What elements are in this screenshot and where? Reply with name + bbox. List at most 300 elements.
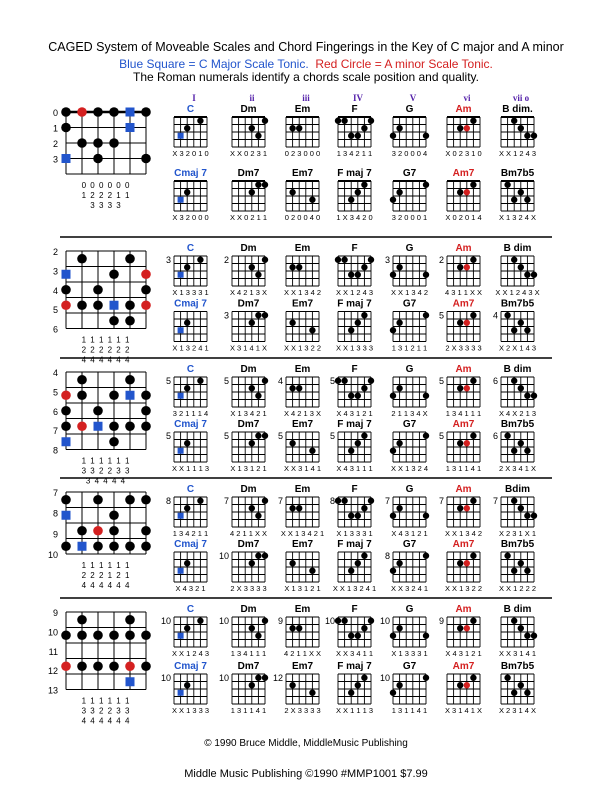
finger-dot xyxy=(355,633,361,639)
chord-fingering: X X 3 1 4 1 xyxy=(283,464,322,473)
a-minor-tonic-marker xyxy=(61,300,71,310)
finger-dot xyxy=(518,385,524,391)
c-major-tonic-marker xyxy=(178,197,184,203)
scale-fingering-row: 3 3 3 3 xyxy=(90,201,122,210)
chord-diagram xyxy=(493,419,536,473)
chord-fingering: X 4 3 1 2 1 xyxy=(445,649,482,658)
scale-note-dot xyxy=(125,254,135,264)
scale-note-dot xyxy=(125,630,135,640)
finger-dot xyxy=(457,440,463,446)
finger-dot xyxy=(184,189,190,195)
chord-fingering: X 3 2 0 1 0 xyxy=(172,149,209,158)
finger-dot xyxy=(524,690,530,696)
chord-fret-number: 4 xyxy=(277,375,283,386)
c-major-tonic-marker xyxy=(178,133,184,139)
chord-fingering: X X 1 3 4 2 xyxy=(390,288,429,297)
finger-dot xyxy=(511,448,517,454)
chord-name: C xyxy=(186,104,195,115)
scale-note-dot xyxy=(141,541,151,551)
finger-dot xyxy=(355,440,361,446)
a-minor-tonic-marker xyxy=(77,107,87,117)
chord-name: Em xyxy=(294,604,311,615)
finger-dot xyxy=(335,378,341,384)
chord-diagram xyxy=(166,243,209,297)
chord-fret-number: 7 xyxy=(438,495,444,506)
finger-dot xyxy=(249,125,255,131)
chord-diagram xyxy=(219,604,268,658)
chord-diagram xyxy=(445,168,481,222)
scale-fingering-row: 2 2 2 2 2 2 xyxy=(81,345,131,355)
finger-dot xyxy=(197,118,203,124)
chord-fingering: 1 3 1 1 4 1 xyxy=(391,706,428,715)
finger-dot xyxy=(184,320,190,326)
finger-dot xyxy=(289,625,295,631)
c-major-tonic-marker xyxy=(62,437,71,446)
finger-dot xyxy=(262,618,268,624)
finger-dot xyxy=(457,625,463,631)
a-minor-tonic-marker xyxy=(61,390,71,400)
finger-dot xyxy=(361,312,367,318)
chord-diagram xyxy=(445,539,482,593)
chord-fret-number: 5 xyxy=(438,375,444,386)
page-subtitle: The Roman numerals identify a chords scale position and quality. xyxy=(133,70,479,84)
chord-name: G xyxy=(405,604,414,615)
finger-dot xyxy=(511,498,517,504)
scale-degree-numeral: ii xyxy=(249,93,255,103)
chord-fingering: X 4 3 1 2 1 xyxy=(336,409,373,418)
chord-name: Am xyxy=(455,604,472,615)
finger-dot xyxy=(524,513,530,519)
chord-fret-number: 6 xyxy=(492,375,498,386)
finger-dot xyxy=(470,618,476,624)
scale-fret-number: 4 xyxy=(52,368,58,378)
chord-diagram xyxy=(439,299,482,353)
chord-name: Dm7 xyxy=(237,298,260,310)
chord-diagram xyxy=(284,243,321,297)
finger-dot xyxy=(457,320,463,326)
finger-dot xyxy=(348,327,354,333)
chord-fret-number: 12 xyxy=(272,672,283,683)
chord-name: F maj 7 xyxy=(337,661,372,672)
chord-diagram xyxy=(166,419,209,473)
chord-name: G7 xyxy=(402,539,417,550)
chord-fingering: 2 X 3 4 1 X xyxy=(498,464,537,473)
chord-diagram xyxy=(445,661,482,715)
chord-diagram xyxy=(439,484,482,538)
chord-fingering: 4 3 1 1 X X xyxy=(444,288,483,297)
finger-dot xyxy=(289,189,295,195)
finger-dot xyxy=(355,682,361,688)
chord-name: Em xyxy=(294,484,311,495)
chord-fret-number: 5 xyxy=(329,375,335,386)
chord-fret-number: 7 xyxy=(277,495,283,506)
a-minor-tonic-marker xyxy=(77,421,87,431)
finger-dot xyxy=(262,675,268,681)
finger-dot xyxy=(518,440,524,446)
chord-diagram xyxy=(439,604,482,658)
chord-name: Bm7b5 xyxy=(500,661,535,672)
finger-dot xyxy=(296,625,302,631)
chord-diagram xyxy=(285,104,320,158)
chord-fingering: X 1 3 4 2 1 xyxy=(230,409,267,418)
finger-dot xyxy=(296,125,302,131)
scale-fret-number: 2 xyxy=(52,247,58,257)
c-major-tonic-marker xyxy=(62,270,71,279)
finger-dot xyxy=(396,320,402,326)
finger-dot xyxy=(184,682,190,688)
chord-fingering: X X 1 2 2 2 xyxy=(498,584,537,593)
finger-dot xyxy=(184,264,190,270)
finger-dot xyxy=(511,118,517,124)
scale-fret-number: 5 xyxy=(52,305,58,316)
finger-dot xyxy=(470,378,476,384)
finger-dot xyxy=(249,440,255,446)
finger-dot xyxy=(531,133,537,139)
scale-note-dot xyxy=(77,661,87,671)
a-minor-tonic-marker xyxy=(464,189,470,195)
scale-note-dot xyxy=(125,495,135,505)
finger-dot xyxy=(289,385,295,391)
chord-fingering: X X 3 2 4 1 xyxy=(390,584,429,593)
scale-note-dot xyxy=(109,661,119,671)
scale-fingering-row: 4 4 4 4 4 4 xyxy=(81,581,131,590)
chord-fret-number: 3 xyxy=(384,254,390,265)
c-major-tonic-marker xyxy=(178,272,184,278)
chord-name: G7 xyxy=(402,419,417,430)
chord-name: Em xyxy=(294,243,311,254)
chord-diagram xyxy=(219,661,268,715)
chord-name: Dm xyxy=(240,243,257,254)
finger-dot xyxy=(423,675,429,681)
chord-name: Em7 xyxy=(291,539,314,550)
finger-dot xyxy=(368,257,374,263)
chord-fingering: 1 3 4 2 1 1 xyxy=(336,149,373,158)
finger-dot xyxy=(289,264,295,270)
finger-dot xyxy=(289,125,295,131)
chord-diagram xyxy=(166,484,208,538)
chord-name: Bdim xyxy=(505,484,530,495)
chord-fret-number: 8 xyxy=(165,495,171,506)
finger-dot xyxy=(524,633,530,639)
scale-fingering-row: 1 1 1 1 1 1 xyxy=(81,561,131,570)
finger-dot xyxy=(361,125,367,131)
finger-dot xyxy=(255,513,261,519)
chord-name: Em7 xyxy=(291,661,314,672)
scale-note-dot xyxy=(141,406,151,416)
scale-fingering-row: 1 1 1 1 1 1 xyxy=(81,335,131,345)
chord-diagram xyxy=(278,364,321,418)
finger-dot xyxy=(457,264,463,270)
chord-diagram xyxy=(336,661,373,715)
chord-name: Cmaj 7 xyxy=(174,168,207,179)
chord-diagram xyxy=(499,168,536,222)
chord-diagram xyxy=(224,243,268,297)
finger-dot xyxy=(524,197,530,203)
chord-fingering: X 1 3 3 3 1 xyxy=(391,649,428,658)
chord-diagram xyxy=(278,419,321,473)
scale-note-dot xyxy=(141,661,151,671)
c-major-tonic-marker xyxy=(126,123,135,132)
finger-dot xyxy=(368,618,374,624)
chord-fingering: X X 1 1 1 3 xyxy=(335,706,374,715)
page-title: CAGED System of Moveable Scales and Chord Fingerings in the Key of C major and A minor xyxy=(48,40,564,54)
scale-fingering-row: 1 1 1 1 1 1 xyxy=(81,696,131,706)
finger-dot xyxy=(518,125,524,131)
finger-dot xyxy=(361,553,367,559)
c-major-tonic-marker xyxy=(62,154,71,163)
scale-note-dot xyxy=(109,269,119,279)
c-major-tonic-marker xyxy=(178,690,184,696)
chord-name: F maj 7 xyxy=(337,298,372,310)
chord-name: F xyxy=(351,604,358,615)
chord-diagram xyxy=(380,604,429,658)
finger-dot xyxy=(511,568,517,574)
finger-dot xyxy=(197,378,203,384)
chord-fingering: 1 3 1 2 1 1 xyxy=(391,343,428,353)
chord-fret-number: 4 xyxy=(492,310,498,321)
chord-name: Dm7 xyxy=(237,539,260,550)
chord-fingering: X 4 3 1 1 1 xyxy=(336,464,373,473)
scale-note-dot xyxy=(125,541,135,551)
finger-dot xyxy=(289,320,295,326)
finger-dot xyxy=(361,433,367,439)
scale-fret-number: 9 xyxy=(52,608,58,618)
finger-dot xyxy=(531,272,537,278)
chord-fret-number: 5 xyxy=(329,430,335,441)
chord-fingering: X 0 2 3 1 0 xyxy=(445,149,482,158)
chord-diagram xyxy=(174,539,207,593)
a-minor-tonic-marker xyxy=(464,505,470,511)
finger-dot xyxy=(341,378,347,384)
finger-dot xyxy=(423,433,429,439)
finger-dot xyxy=(524,272,530,278)
a-minor-tonic-marker xyxy=(464,560,470,566)
finger-dot xyxy=(255,133,261,139)
finger-dot xyxy=(355,133,361,139)
scale-fret-number: 0 xyxy=(52,108,58,118)
a-minor-tonic-marker xyxy=(141,269,151,279)
chord-diagram xyxy=(335,104,374,158)
finger-dot xyxy=(289,505,295,511)
scale-fret-number: 10 xyxy=(47,550,58,560)
finger-dot xyxy=(396,189,402,195)
finger-dot xyxy=(518,682,524,688)
scale-fret-number: 5 xyxy=(52,387,58,398)
scale-fingering-row: 1 1 1 1 1 1 xyxy=(81,456,131,466)
chord-name: Am7 xyxy=(452,539,475,550)
scale-note-dot xyxy=(109,316,119,326)
chord-fingering: 3 2 0 0 0 1 xyxy=(391,213,428,222)
finger-dot xyxy=(249,560,255,566)
chord-name: G7 xyxy=(402,168,417,179)
scale-note-dot xyxy=(77,138,87,148)
chord-fingering: X 3 1 4 1 X xyxy=(229,343,268,353)
chord-diagram xyxy=(219,539,268,593)
scale-note-dot xyxy=(77,375,87,385)
chord-fret-number: 10 xyxy=(218,615,229,626)
chord-name: Em xyxy=(294,364,311,375)
chord-name: Dm xyxy=(240,364,257,375)
c-major-tonic-marker xyxy=(126,677,135,686)
finger-dot xyxy=(184,505,190,511)
chord-name: G xyxy=(405,104,414,115)
chord-fingering: 1 3 1 1 4 1 xyxy=(445,464,482,473)
chord-name: B dim xyxy=(503,604,532,615)
chord-fingering: 1 3 4 1 1 1 xyxy=(230,649,267,658)
finger-dot xyxy=(361,675,367,681)
finger-dot xyxy=(309,327,315,333)
chord-fret-number: 5 xyxy=(165,430,171,441)
chord-fingering: X X 0 2 1 1 xyxy=(229,213,268,222)
finger-dot xyxy=(341,498,347,504)
finger-dot xyxy=(361,625,367,631)
chord-fret-number: 5 xyxy=(223,430,229,441)
finger-dot xyxy=(255,675,261,681)
scale-diagram xyxy=(61,107,151,174)
finger-dot xyxy=(457,385,463,391)
chord-fret-number: 5 xyxy=(438,430,444,441)
legend-red-circle: Red Circle = A minor Scale Tonic. xyxy=(315,57,493,71)
chord-fret-number: 2 xyxy=(438,254,444,265)
scale-fingering-row: 4 4 4 4 4 4 xyxy=(81,716,131,726)
scale-fingering-row: 1 2 2 2 1 1 xyxy=(81,191,131,200)
a-minor-tonic-marker xyxy=(464,440,470,446)
finger-dot xyxy=(396,560,402,566)
chord-diagram xyxy=(284,299,321,353)
chord-fingering: 0 2 3 0 0 0 xyxy=(284,149,321,158)
scale-fret-number: 10 xyxy=(47,627,58,638)
finger-dot xyxy=(423,633,429,639)
chord-name: Cmaj 7 xyxy=(174,419,207,430)
chord-diagram xyxy=(333,539,376,593)
scale-note-dot xyxy=(77,630,87,640)
chord-fret-number: 7 xyxy=(223,495,229,506)
finger-dot xyxy=(355,393,361,399)
chord-name: B dim. xyxy=(502,104,533,115)
scale-note-dot xyxy=(77,390,87,400)
finger-dot xyxy=(361,505,367,511)
chord-fingering: X X 1 3 2 4 xyxy=(390,464,429,473)
finger-dot xyxy=(184,440,190,446)
chord-diagram xyxy=(499,104,537,158)
finger-dot xyxy=(348,448,354,454)
finger-dot xyxy=(504,675,510,681)
finger-dot xyxy=(249,320,255,326)
scale-fingering-row: 3 3 2 2 3 3 xyxy=(81,466,131,476)
a-minor-tonic-marker xyxy=(464,264,470,270)
chord-name: G xyxy=(405,484,414,495)
chord-diagram xyxy=(493,364,537,418)
chord-name: Em7 xyxy=(291,419,314,430)
a-minor-tonic-marker xyxy=(464,320,470,326)
chord-diagram xyxy=(230,168,268,222)
chord-fingering: X 3 2 0 0 0 xyxy=(172,213,209,222)
chord-diagram xyxy=(439,243,482,297)
finger-dot xyxy=(470,182,476,188)
chord-diagram xyxy=(445,104,481,158)
finger-dot xyxy=(355,272,361,278)
chord-name: Dm7 xyxy=(237,419,260,430)
chord-name: Cmaj 7 xyxy=(174,539,207,550)
c-major-tonic-marker xyxy=(178,393,184,399)
finger-dot xyxy=(255,272,261,278)
c-major-tonic-marker xyxy=(62,511,71,520)
finger-dot xyxy=(518,189,524,195)
chord-name: F xyxy=(351,364,358,375)
chord-diagram xyxy=(495,243,539,297)
finger-dot xyxy=(361,385,367,391)
chord-fingering: 3 2 0 0 0 4 xyxy=(391,149,428,158)
chord-fingering: X 4 3 1 2 1 xyxy=(391,529,428,538)
finger-dot xyxy=(348,197,354,203)
chord-fingering: X 1 3 1 2 1 xyxy=(230,464,267,473)
chord-name: Em7 xyxy=(291,298,314,310)
finger-dot xyxy=(184,625,190,631)
finger-dot xyxy=(423,272,429,278)
chord-diagram xyxy=(224,364,268,418)
chord-fingering: X X 1 2 4 3 xyxy=(498,149,537,158)
scale-fret-number: 2 xyxy=(52,139,58,149)
c-major-tonic-marker xyxy=(178,633,184,639)
finger-dot xyxy=(390,133,396,139)
scale-fret-number: 1 xyxy=(52,123,58,134)
scale-note-dot xyxy=(93,495,103,505)
chord-fret-number: 9 xyxy=(277,615,283,626)
chord-diagram xyxy=(172,299,208,353)
scale-note-dot xyxy=(93,661,103,671)
chord-name: G7 xyxy=(402,661,417,672)
finger-dot xyxy=(396,682,402,688)
chord-fingering: X X 1 3 3 3 xyxy=(171,706,210,715)
finger-dot xyxy=(390,448,396,454)
finger-dot xyxy=(511,378,517,384)
finger-dot xyxy=(184,385,190,391)
c-major-tonic-marker xyxy=(178,327,184,333)
finger-dot xyxy=(255,393,261,399)
finger-dot xyxy=(504,312,510,318)
finger-dot xyxy=(184,125,190,131)
finger-dot xyxy=(511,690,517,696)
chord-diagram xyxy=(499,661,536,715)
scale-note-dot xyxy=(77,615,87,625)
chord-fingering: X X 1 2 4 3 X xyxy=(495,288,540,297)
chord-fret-number: 5 xyxy=(223,375,229,386)
legend-blue-square: Blue Square = C Major Scale Tonic. xyxy=(119,57,309,71)
scale-note-dot xyxy=(61,107,71,117)
chord-diagram xyxy=(336,299,373,353)
chord-name: Am7 xyxy=(452,661,475,672)
chord-fingering: X X 1 3 3 3 xyxy=(335,343,374,353)
chord-name: Dm7 xyxy=(237,168,260,179)
scale-note-dot xyxy=(93,541,103,551)
chord-fret-number: 5 xyxy=(165,375,171,386)
scale-note-dot xyxy=(77,254,87,264)
chord-fret-number: 5 xyxy=(277,430,283,441)
finger-dot xyxy=(197,498,203,504)
chord-diagram xyxy=(284,539,320,593)
chord-name: F maj 7 xyxy=(337,168,372,179)
chord-diagram xyxy=(330,419,373,473)
scale-fret-number: 12 xyxy=(47,666,58,677)
finger-dot xyxy=(348,513,354,519)
chord-diagram xyxy=(273,661,321,715)
scale-note-dot xyxy=(93,406,103,416)
finger-dot xyxy=(355,320,361,326)
scale-fret-number: 7 xyxy=(52,488,58,498)
scale-note-dot xyxy=(141,390,151,400)
finger-dot xyxy=(296,264,302,270)
finger-dot xyxy=(470,312,476,318)
